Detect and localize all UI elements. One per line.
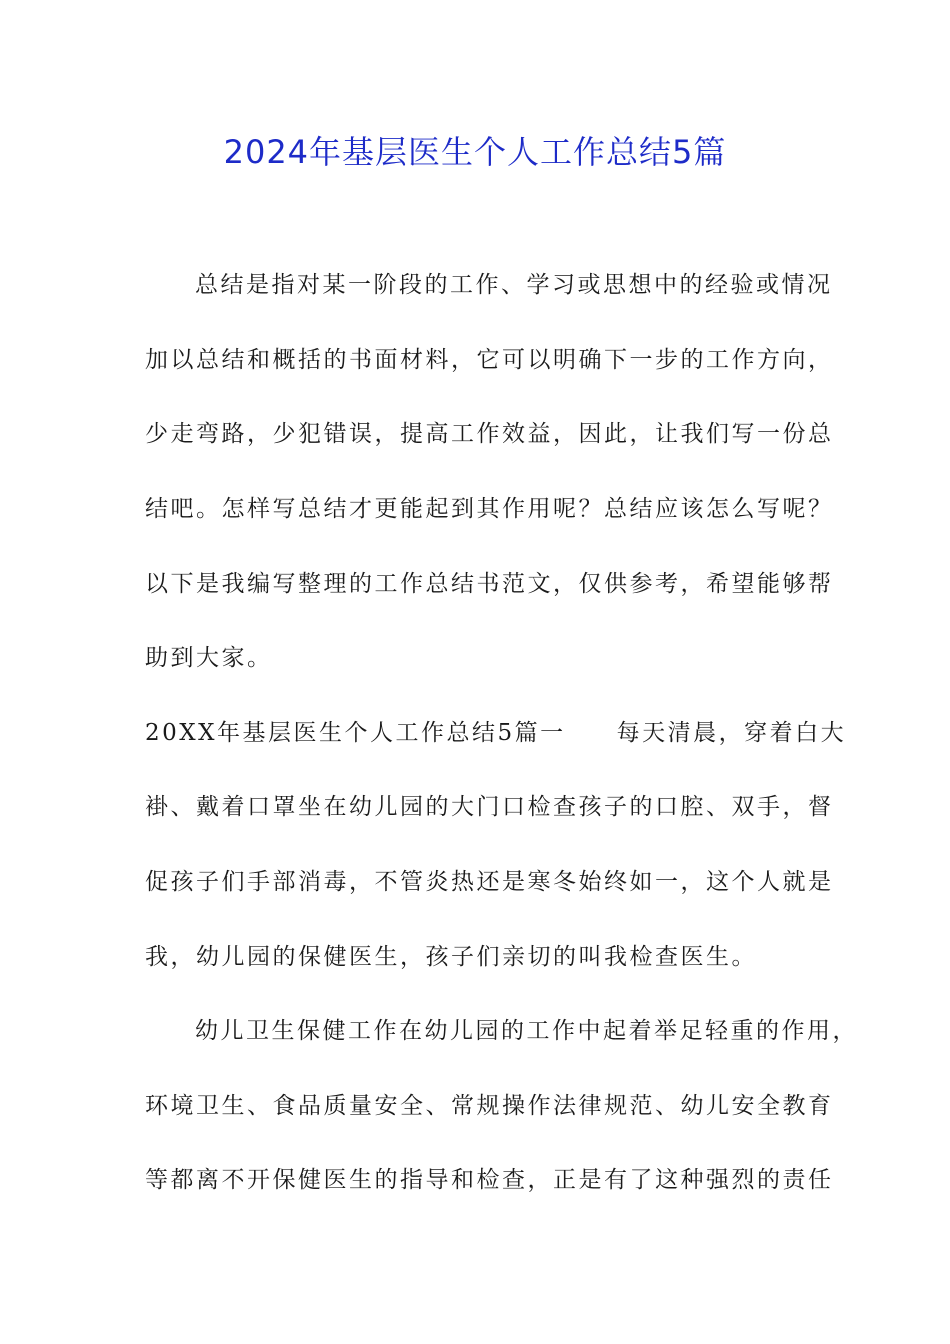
body-line: 结吧。怎样写总结才更能起到其作用呢？总结应该怎么写呢？ <box>145 496 834 522</box>
body-line: 促孩子们手部消毒，不管炎热还是寒冬始终如一，这个人就是 <box>145 869 834 895</box>
body-line: 加以总结和概括的书面材料，它可以明确下一步的工作方向， <box>145 347 834 373</box>
body-line: 助到大家。 <box>145 645 273 671</box>
body-line: 环境卫生、食品质量安全、常规操作法律规范、幼儿安全教育 <box>145 1093 834 1119</box>
document-title: 2024年基层医生个人工作总结5篇 <box>223 133 727 171</box>
body-line: 以下是我编写整理的工作总结书范文，仅供参考，希望能够帮 <box>145 571 834 597</box>
body-line: 幼儿卫生保健工作在幼儿园的工作中起着举足轻重的作用， <box>195 1018 858 1044</box>
body-line: 我，幼儿园的保健医生，孩子们亲切的叫我检查医生。 <box>145 944 757 970</box>
body-line: 等都离不开保健医生的指导和检查，正是有了这种强烈的责任 <box>145 1167 834 1193</box>
body-line: 少走弯路，少犯错误，提高工作效益，因此，让我们写一份总 <box>145 421 834 447</box>
body-line: 20XX年基层医生个人工作总结5篇一 每天清晨，穿着白大 <box>145 720 847 746</box>
body-line: 褂、戴着口罩坐在幼儿园的大门口检查孩子的口腔、双手，督 <box>145 794 834 820</box>
body-line: 总结是指对某一阶段的工作、学习或思想中的经验或情况 <box>195 272 833 298</box>
